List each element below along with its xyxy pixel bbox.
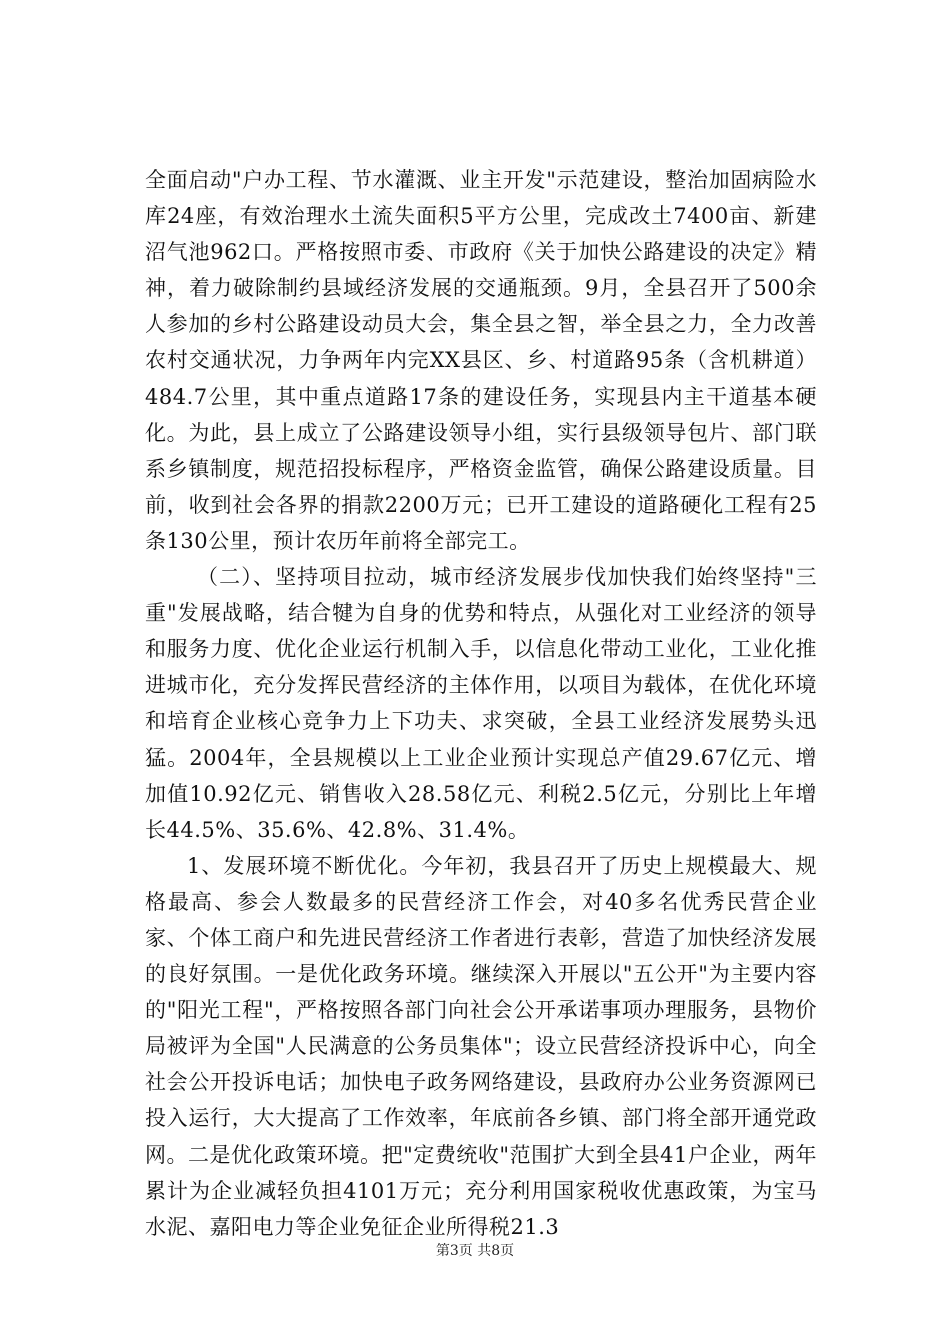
- paragraph-3: 1、发展环境不断优化。今年初，我县召开了历史上规模最大、规格最高、参会人数最多的民营经济工作会，对40多名优秀民营企业家、个体工商户和先进民营经济工作者进行表彰，营造了加快经济发展的良好氛围。一是优化政务环境。继续深入开展以"五公开"为主要内容的"阳光工程"，严格按照各部门向社会公开承诺事项办理服务，县物价局被评为全国"人民满意的公务员集体"；设立民营经济投诉中心，向全社会公开投诉电话；加快电子政务网络建设，县政府办公业务资源网已投入运行，大大提高了工作效率，年底前各乡镇、部门将全部开通党政网。二是优化政策环境。把"定费统收"范围扩大到全县41户企业，两年累计为企业减轻负担4101万元；充分利用国家税收优惠政策，为宝马水泥、嘉阳电力等企业免征企业所得税21.3: [145, 853, 817, 1239]
- page-footer: [0, 1240, 950, 1260]
- page-number-label: 第3页 共8页: [435, 1243, 515, 1259]
- paragraph-2: （二）、坚持项目拉动，城市经济发展步伐加快我们始终坚持"三重"发展战略，结合犍为自身的优势和特点，从强化对工业经济的领导和服务力度、优化企业运行机制入手，以信息化带动工业化，工业化推进城市化，充分发挥民营经济的主体作用，以项目为载体，在优化环境和培育企业核心竞争力上下功夫、求突破，全县工业经济发展势头迅猛。2004年，全县规模以上工业企业预计实现总产值29.67亿元、增加值10.92亿元、销售收入28.58亿元、利税2.5亿元，分别比上年增长44.5%、35.6%、42.8%、31.4%。: [145, 565, 817, 842]
- paragraph-1: 全面启动"户办工程、节水灌溉、业主开发"示范建设，整治加固病险水库24座，有效治理水土流失面积5平方公里，完成改土7400亩、新建沼气池962口。严格按照市委、市政府《关于加快公路建设的决定》精神，着力破除制约县域经济发展的交通瓶颈。9月，全县召开了500余人参加的乡村公路建设动员大会，集全县之智，举全县之力，全力改善农村交通状况，力争两年内完XX县区、乡、村道路95条（含机耕道）484.7公里，其中重点道路17条的建设任务，实现县内主干道基本硬化。为此，县上成立了公路建设领导小组，实行县级领导包片、部门联系乡镇制度，规范招投标程序，严格资金监管，确保公路建设质量。目前，收到社会各界的捐款2200万元；已开工建设的道路硬化工程有25条130公里，预计农历年前将全部完工。: [145, 168, 817, 553]
- document-body: [145, 162, 817, 1245]
